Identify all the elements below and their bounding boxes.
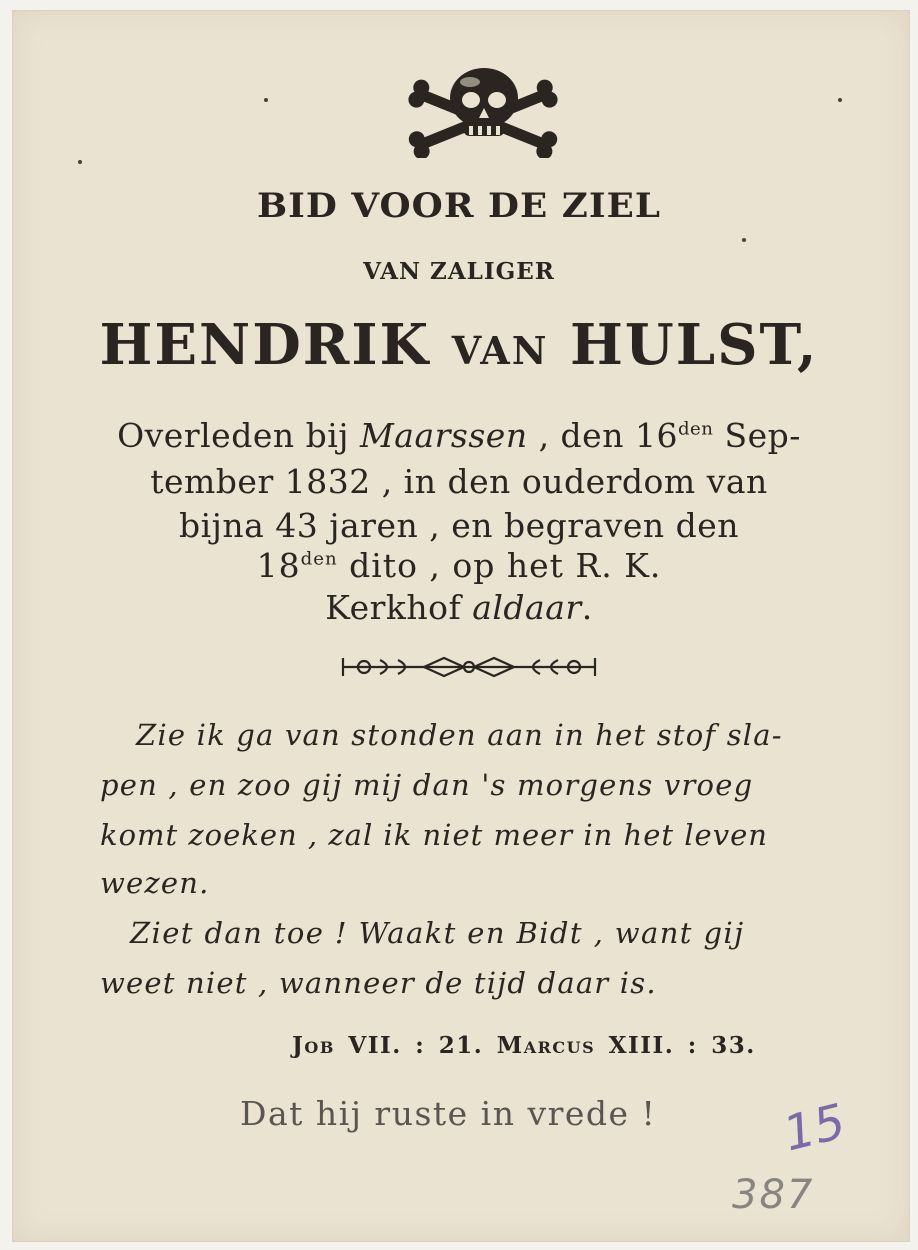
verse-line-2: pen , en zoo gij mij dan 's morgens vroeg <box>100 768 754 802</box>
text: Overleden bij <box>117 416 360 455</box>
closing-prayer: Dat hij ruste in vrede ! <box>240 1094 657 1133</box>
notice-line-1 <box>0 416 918 455</box>
text: 18 <box>256 546 301 585</box>
ornament-divider <box>340 654 598 680</box>
notice-line-3: bijna 43 jaren , en begraven den <box>178 506 740 545</box>
verse-line-6: weet niet , wanneer de tijd daar is. <box>100 966 657 1000</box>
text: dito , op het R. K. <box>337 546 662 585</box>
verse-line-4: wezen. <box>100 866 210 900</box>
deceased-name <box>0 312 918 378</box>
superscript: den <box>300 548 338 570</box>
heading-subtitle: VAN ZALIGER <box>363 258 555 285</box>
grey-pencil-number: 387 <box>732 1172 815 1218</box>
speck <box>264 98 268 102</box>
speck <box>78 160 82 164</box>
notice-line-5 <box>0 588 918 627</box>
scripture-reference: Job VII. : 21. Marcus XIII. : 33. <box>292 1032 756 1059</box>
text: . <box>581 588 593 627</box>
skull-crossbones-icon <box>398 64 568 158</box>
notice-line-2: tember 1832 , in den ouderdom van <box>150 462 768 501</box>
verse-line-5: Ziet dan toe ! Waakt en Bidt , want gij <box>130 916 745 950</box>
speck <box>838 98 842 102</box>
name-first: HENDRIK <box>99 312 452 378</box>
place-name: Maarssen <box>360 416 528 455</box>
superscript: den <box>677 418 714 440</box>
text: , den 16 <box>527 416 678 455</box>
name-comma: , <box>797 312 819 378</box>
speck <box>742 238 746 242</box>
verse-line-1: Zie ik ga van stonden aan in het stof sla- <box>136 718 783 752</box>
name-particle: VAN <box>451 328 549 373</box>
notice-line-4 <box>0 546 918 585</box>
verse-line-3: komt zoeken , zal ik niet meer in het leven <box>100 818 768 852</box>
italic-text: aldaar <box>472 588 582 627</box>
name-last: HULST <box>548 312 798 378</box>
text: Sep- <box>713 416 801 455</box>
prayer-heading: BID VOOR DE ZIEL <box>256 186 662 226</box>
text: Kerkhof <box>325 588 473 627</box>
purple-pencil-number: 15 <box>778 1093 851 1163</box>
